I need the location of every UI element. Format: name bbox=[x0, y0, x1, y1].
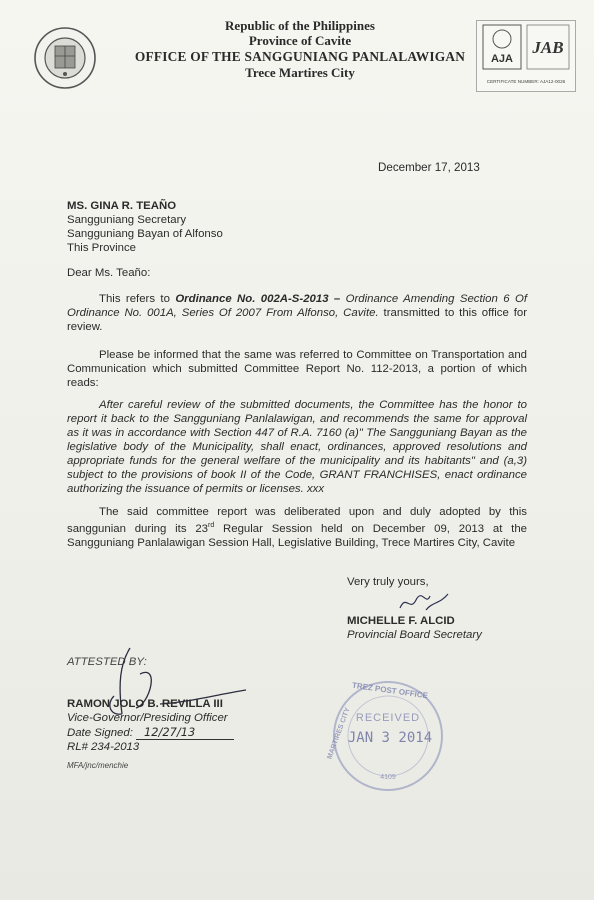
committee-quote: After careful review of the submitted documents, the Committee has the honor to report it back to the Sangguniang Panlalawigan, and recommends the same for approval as it was in accordance with Section 447 of R.A. 7160 (a)" The Sangguniang Bayan as the legislative body of the Municipality, shall enact, ordinances, approved resolutions and appropriate funds for the general welfare of the municipality and its habitants" and (a,3) subject to the provisions of book II of the Code, GRANT FRANCHISES, enact ordinance authorizing the issuance of permits or licenses. xxx bbox=[67, 399, 527, 495]
header-province: Province of Cavite bbox=[248, 33, 352, 48]
date-signed-row bbox=[67, 725, 234, 740]
ordinance-number: Ordinance No. 002A-S-2013 – bbox=[175, 293, 341, 305]
attested-block bbox=[67, 697, 234, 754]
date-signed-value: 12/27/13 bbox=[136, 725, 234, 740]
letter-date: December 17, 2013 bbox=[378, 161, 480, 174]
cert-caption: CERTIFICATE NUMBER: AJA12-0026 bbox=[486, 79, 566, 84]
svg-text:JAB: JAB bbox=[532, 38, 564, 57]
recipient-name: MS. GINA R. TEAÑO bbox=[67, 200, 177, 212]
recipient-block bbox=[67, 199, 223, 255]
ordinance-title: Ordinance Amending Section 6 Of Ordinance No. 001A, Series Of 2007 From Alfonso, Cavite. bbox=[67, 293, 527, 319]
svg-text:AJA: AJA bbox=[490, 53, 514, 65]
closing: Very truly yours, bbox=[347, 576, 429, 588]
attested-name: RAMON JOLO B. REVILLA III bbox=[67, 698, 223, 710]
p3-a: The said committee report was deliberated upon and duly adopted by this sanggunian during its 23 bbox=[67, 506, 527, 535]
provincial-seal bbox=[33, 26, 97, 90]
header-republic: Republic of the Philippines bbox=[225, 18, 375, 33]
secretary-signature bbox=[396, 588, 456, 616]
paragraph-referral: Please be informed that the same was referred to Committee on Transportation and Communication which submitted Committee Report No. 112-2013, a portion of which reads: bbox=[67, 349, 527, 389]
signatory-name: MICHELLE F. ALCID bbox=[347, 615, 455, 627]
certification-logos bbox=[476, 20, 576, 92]
stamp-date: JAN 3 2014 bbox=[347, 730, 433, 746]
p1-tail: transmitted to this office for review. bbox=[67, 307, 528, 333]
signatory-block bbox=[347, 614, 482, 642]
header-office: OFFICE OF THE SANGGUNIANG PANLALAWIGAN bbox=[134, 49, 466, 64]
attested-title: Vice-Governor/Presiding Officer bbox=[67, 712, 228, 724]
recipient-line1: Sangguniang Secretary bbox=[67, 214, 187, 226]
stamp-number: 4109 bbox=[380, 774, 396, 781]
signatory-title: Provincial Board Secretary bbox=[347, 629, 482, 641]
stamp-side: MARTIRES CITY bbox=[326, 706, 352, 761]
header-city: Trece Martires City bbox=[245, 65, 355, 80]
initials: MFA/jnc/menchie bbox=[67, 761, 129, 770]
stamp-received: RECEIVED bbox=[355, 712, 421, 724]
received-stamp bbox=[322, 678, 450, 798]
p3-b: Regular Session held on December 09, 2013 at the Sangguniang Panlalawigan Session Hall, Legislative Building, Trece Martires City, Cavite bbox=[67, 522, 527, 549]
p3-sup: rd bbox=[208, 522, 215, 529]
p1-lead: This refers to bbox=[99, 293, 176, 305]
paragraph-reference bbox=[67, 292, 527, 334]
rl-number: RL# 234-2013 bbox=[67, 741, 140, 753]
date-signed-label: Date Signed: bbox=[67, 727, 133, 739]
recipient-line3: This Province bbox=[67, 242, 137, 254]
stamp-top: TREZ POST OFFICE bbox=[351, 680, 429, 701]
paragraph-adoption bbox=[67, 505, 527, 550]
salutation: Dear Ms. Teaño: bbox=[67, 267, 151, 279]
recipient-line2: Sangguniang Bayan of Alfonso bbox=[67, 228, 223, 240]
attested-label: ATTESTED BY: bbox=[67, 656, 147, 668]
